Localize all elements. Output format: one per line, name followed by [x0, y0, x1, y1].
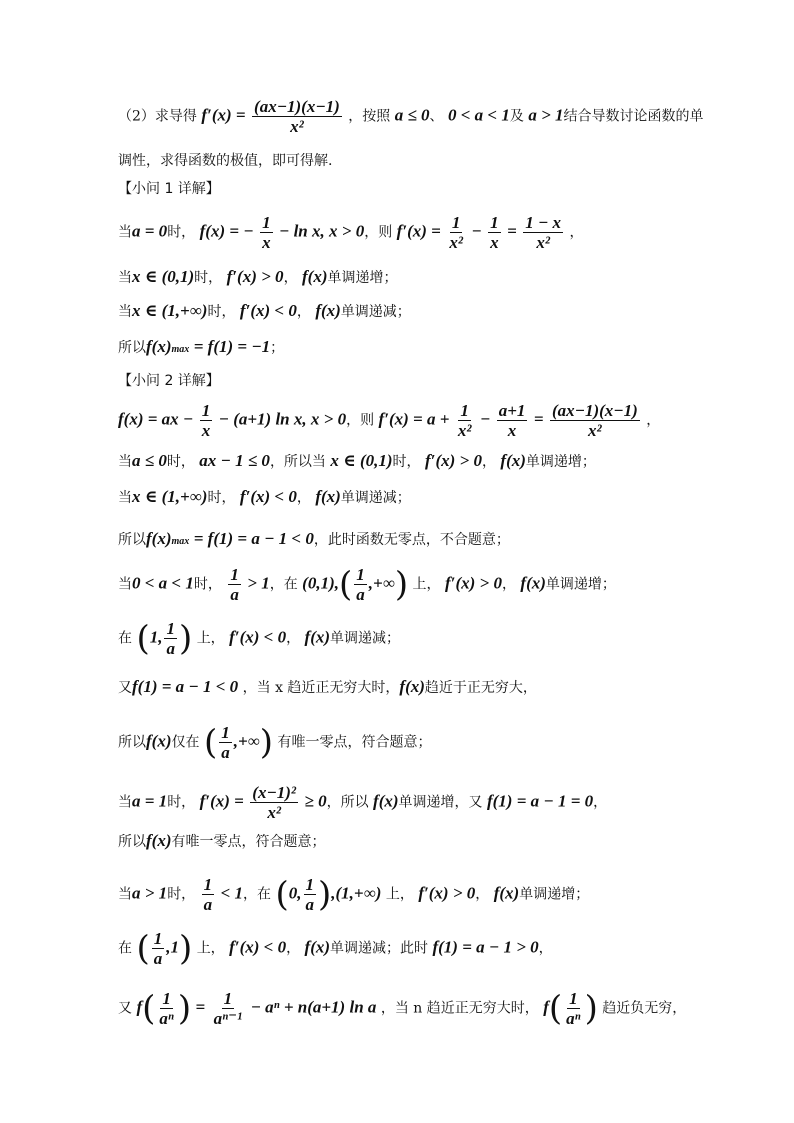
section-heading-2: 【小问 2 详解】 [118, 373, 220, 389]
fraction: $\frac{(ax-1)(x-1)}{\text{x²}}$ [254, 97, 340, 136]
fraction: $\frac{1}{x}$ [490, 213, 499, 252]
line-11: 当0 < a < 1时， $\frac{1}{a}$ > 1，在 (0,1),( $\frac{1}{a}$ ,+∞) 上， f′(x) > 0， f(x)单调递增； [118, 564, 616, 605]
line-4: 当x ∈ (0,1)时， f′(x) > 0， f(x)单调递增； [118, 267, 398, 286]
line-16: 所以f(x)有唯一零点，符合题意； [118, 831, 326, 850]
fraction: $\frac{1}{x}$ [262, 213, 271, 252]
math: f′(x) = [201, 105, 246, 125]
fraction: $\frac{1}{a}$ [203, 875, 213, 914]
fraction: $\frac{1}{\text{aⁿ}}$ [159, 989, 174, 1028]
fraction: $\frac{1}{a}$ [356, 565, 365, 604]
line-18: 在 ( $\frac{1}{a}$ ,1) 上， f′(x) < 0， f(x)单调递减；此时 f(1) = a − 1 > 0， [118, 928, 553, 969]
fraction: $\frac{a+1}{x}$ [498, 401, 526, 440]
line-5: 当x ∈ (1,+∞)时， f′(x) < 0， f(x)单调递减； [118, 301, 411, 320]
line-12: 在 (1, $\frac{1}{a}$ ) 上， f′(x) < 0， f(x)单调递减； [118, 618, 401, 659]
fraction: $\frac{(ax-1)(x-1)}{\text{x²}}$ [551, 401, 638, 440]
line-10: 所以f(x)max = f(1) = a − 1 < 0，此时函数无零点，不合题意； [118, 529, 510, 548]
fraction: $\frac{1}{a}$ [230, 565, 239, 604]
line-8: 当a ≤ 0时， ax − 1 ≤ 0，所以当 x ∈ (0,1)时， f′(x) > 0， f(x)单调递增； [118, 451, 596, 470]
fraction: $\frac{1}{\text{x²}}$ [449, 213, 463, 252]
fraction: $\frac{1}{a}$ [153, 929, 163, 968]
fraction: $\frac{\text{(x−1)²}}{\text{x²}}$ [252, 783, 297, 822]
line-3: 当a = 0时， f(x) = − $\frac{1}{x}$ − ln x, x > 0，则 f′(x) = $\frac{1}{\text{x²}}$ − $\frac{1}{x}$ = $\frac{1 - x}{\text{x²}}$ ， [118, 213, 584, 252]
line-14: 所以f(x)仅在 ( $\frac{1}{a}$ ,+∞) 有唯一零点，符合题意； [118, 722, 432, 763]
section-heading-1: 【小问 1 详解】 [118, 181, 220, 197]
line-6: 所以f(x)max = f(1) = −1； [118, 337, 285, 356]
fraction: $\frac{1 - x}{\text{x²}}$ [525, 213, 562, 252]
line-17: 当a > 1时， $\frac{1}{a}$ < 1，在 (0, $\frac{1}{a}$ ),(1,+∞) 上， f′(x) > 0， f(x)单调递增； [118, 874, 590, 915]
fraction: $\frac{1}{\text{aⁿ⁻¹}}$ [213, 989, 243, 1028]
fraction: $\frac{1}{\text{x²}}$ [457, 401, 472, 440]
fraction: $\frac{1}{a}$ [221, 723, 230, 762]
fraction: $\frac{1}{a}$ [166, 619, 175, 658]
line-15: 当a = 1时， f′(x) = $\frac{\text{(x−1)²}}{\text{x²}}$ ≥ 0，所以 f(x)单调递增，又 f(1) = a − 1 = 0， [118, 783, 608, 822]
line-7: f(x) = ax − $\frac{1}{x}$ − (a+1) ln x, x > 0，则 f′(x) = a + $\frac{1}{\text{x²}}$ − $\frac{a+1}{x}$ = $\frac{(ax-1)(x-1)}{\text{x²}}$ ， [118, 401, 661, 440]
line-2: 调性，求得函数的极值，即可得解. [118, 153, 333, 169]
fraction: $\frac{1}{a}$ [305, 875, 314, 914]
line-19: 又 f( $\frac{1}{\text{aⁿ}}$ ) = $\frac{1}{\text{aⁿ⁻¹}}$ − aⁿ + n(a+1) ln a ，当 n 趋近正无穷大时， f( $\frac{1}{\text{aⁿ}}$ ) 趋近负无穷， [118, 988, 687, 1029]
fraction: $\frac{1}{\text{aⁿ}}$ [566, 989, 581, 1028]
text: （2）求导得 [118, 108, 197, 125]
line-9: 当x ∈ (1,+∞)时， f′(x) < 0， f(x)单调递减； [118, 487, 411, 506]
line-13: 又f(1) = a − 1 < 0 ，当 x 趋近正无穷大时，f(x)趋近于正无穷大， [118, 677, 537, 696]
fraction: $\frac{1}{x}$ [201, 401, 211, 440]
line-1: （2）求导得 f′(x) = $\frac{(ax-1)(x-1)}{\text{x²}}$ ，按照 a ≤ 0、 0 < a < 1及 a > 1结合导数讨论函数的单 [118, 97, 704, 136]
